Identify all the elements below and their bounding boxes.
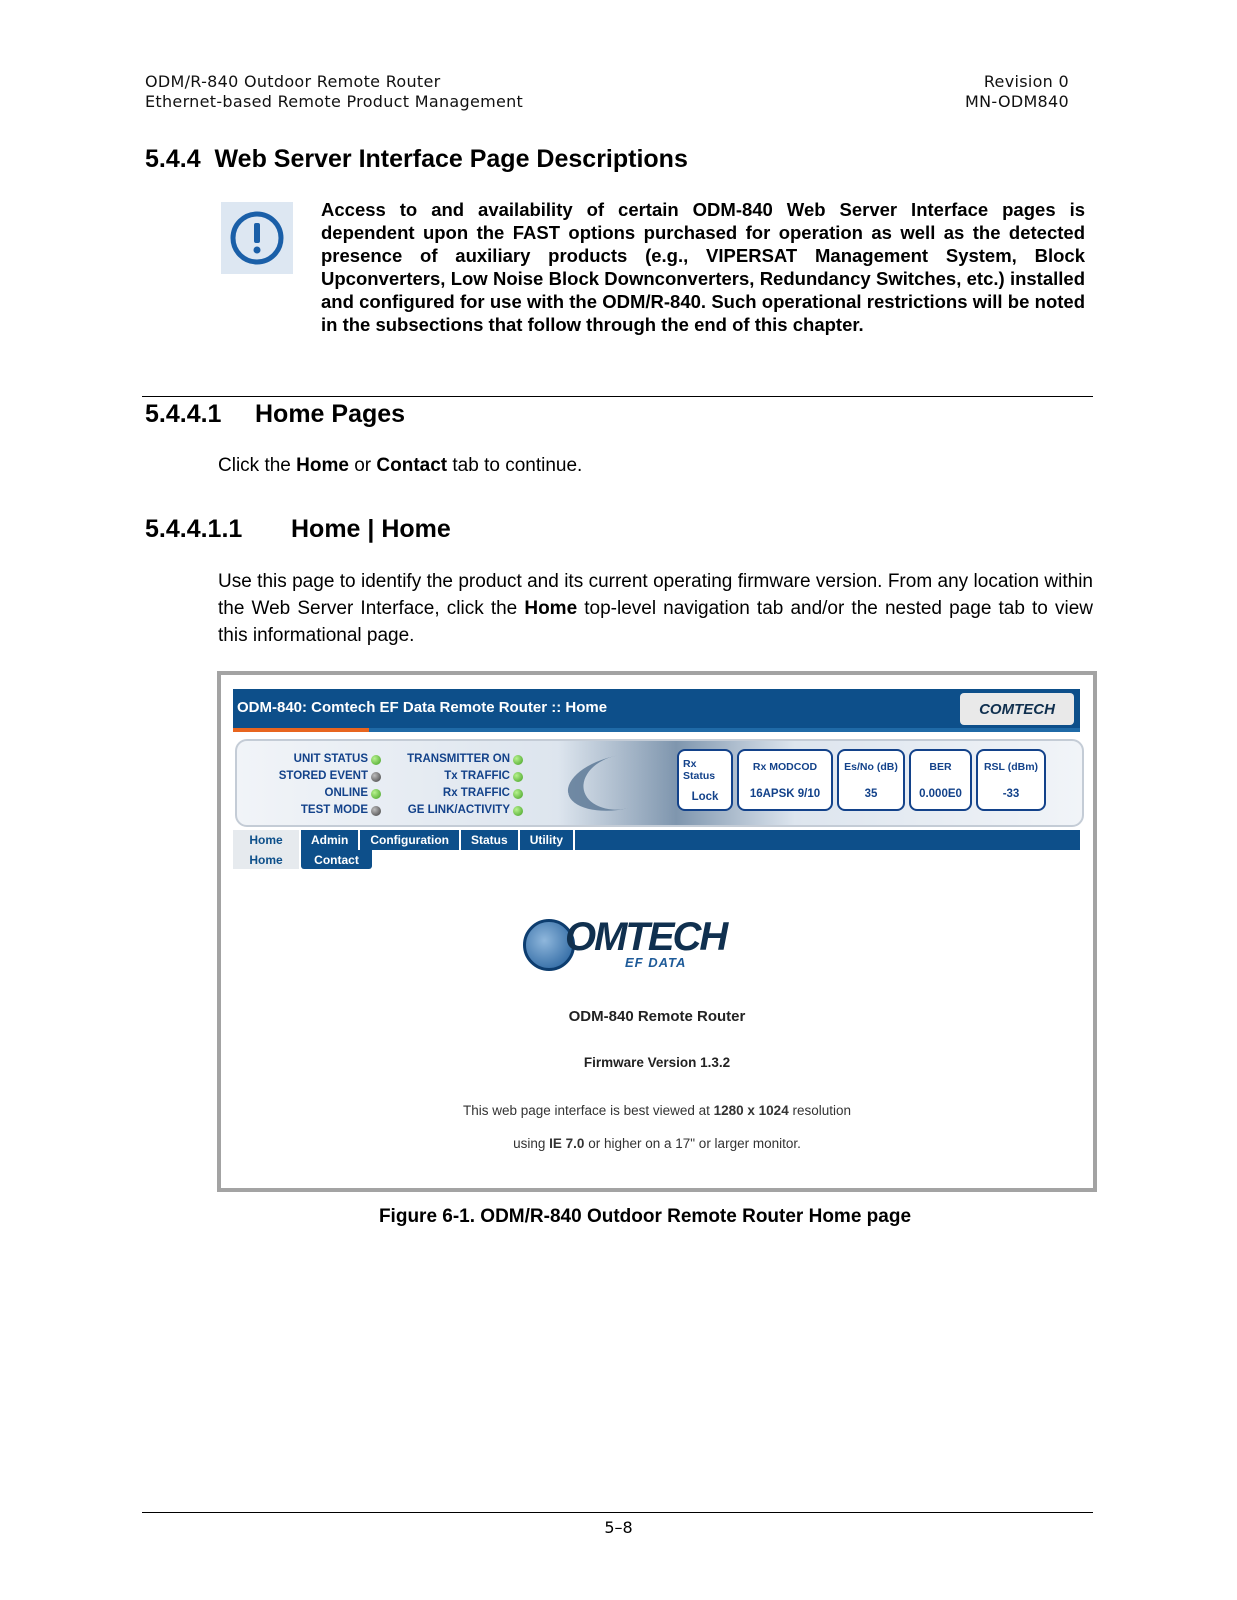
important-icon: [221, 202, 293, 274]
led-label: TEST MODE: [300, 804, 368, 816]
led-green-icon: [371, 789, 381, 799]
subtab-contact[interactable]: Contact: [301, 850, 372, 869]
tab-admin[interactable]: Admin: [301, 830, 360, 850]
subsubsection-heading: [145, 515, 451, 544]
meter-ber: [909, 749, 972, 811]
led-row-transmitter-on: [383, 751, 523, 768]
meter-value: 0.000E0: [919, 787, 962, 800]
link-meters: [677, 749, 1046, 813]
led-row-ge-link: [383, 802, 523, 819]
logo-small-text: COMTECH: [979, 700, 1055, 718]
header-revision: Revision 0: [983, 72, 1069, 91]
section-number: 5.4.4: [145, 145, 201, 173]
text-run: or higher on a 17" or larger monitor.: [584, 1136, 801, 1151]
meter-rx-status: [677, 749, 733, 811]
top-nav-tabs: [233, 830, 1080, 850]
status-leds-left: [261, 751, 381, 819]
important-note: Access to and availability of certain ODM-840 Web Server Interface pages is dependent upon the FAST options purchased for operation as well as the detected presence of auxiliary products (e.g., VIPERSAT Management System, Block Upconverters, Low Noise Block Downconverters, Redundancy Switches, etc.) installed and configured for use with the ODM/R-840. Such operational restrictions will be noted in the subsections that follow through the end of this chapter.: [321, 199, 1085, 335]
status-panel: [235, 739, 1084, 827]
window-titlebar: [233, 689, 1080, 732]
tab-status[interactable]: Status: [461, 830, 520, 850]
led-green-icon: [513, 806, 523, 816]
led-gray-icon: [371, 806, 381, 816]
led-label: GE LINK/ACTIVITY: [407, 804, 510, 816]
page-header-left: [145, 72, 523, 112]
page-number: 5–8: [604, 1518, 633, 1537]
section-divider: [142, 396, 1093, 397]
header-doc-subtitle: Ethernet-based Remote Product Management: [145, 92, 524, 111]
led-row-rx-traffic: [383, 785, 523, 802]
meter-label: Es/No (dB): [844, 760, 898, 773]
bold-browser: IE 7.0: [549, 1136, 585, 1151]
tab-utility[interactable]: Utility: [520, 830, 575, 850]
meter-value: Lock: [691, 790, 719, 803]
subsection-number: 5.4.4.1: [145, 400, 222, 428]
text-run: using: [513, 1136, 550, 1151]
led-row-test-mode: [261, 802, 381, 819]
meter-label: RSL (dBm): [983, 760, 1039, 773]
subsubsection-title: Home | Home: [291, 515, 451, 543]
led-row-unit-status: [261, 751, 381, 768]
product-name: ODM-840 Remote Router: [568, 1008, 746, 1025]
header-doc-title: ODM/R-840 Outdoor Remote Router: [145, 72, 441, 91]
text-run: Use this page to identify the product and its current operating firmware version. From any location within the Web Server Interface, click the: [218, 571, 1093, 619]
text-run: resolution: [788, 1103, 851, 1118]
led-label: UNIT STATUS: [293, 753, 368, 765]
text-run: Click the: [218, 455, 297, 476]
meter-label: Rx Status: [683, 757, 716, 782]
subtab-home[interactable]: Home: [233, 850, 299, 869]
viewing-note-line2: [221, 1136, 1093, 1151]
text-run: This web page interface is best viewed at: [462, 1103, 714, 1118]
led-label: ONLINE: [324, 787, 368, 799]
subsubsection-number: 5.4.4.1.1: [145, 515, 243, 543]
subsection-title: Home Pages: [255, 400, 406, 428]
led-label: STORED EVENT: [278, 770, 368, 782]
meter-value: 16APSK 9/10: [749, 787, 821, 800]
led-row-online: [261, 785, 381, 802]
bold-resolution: 1280 x 1024: [713, 1103, 789, 1118]
viewing-note-line1: [221, 1103, 1093, 1118]
tab-configuration[interactable]: Configuration: [360, 830, 461, 850]
text-run: tab to continue.: [447, 455, 583, 476]
footer-divider: [142, 1512, 1093, 1513]
home-page-screenshot: [217, 671, 1097, 1192]
swoosh-graphic: [563, 744, 682, 820]
led-label: Tx TRAFFIC: [444, 770, 510, 782]
led-row-tx-traffic: [383, 768, 523, 785]
text-run: top-level navigation tab and/or the nested page tab to view this informational page.: [218, 598, 1093, 646]
meter-es-no: [837, 749, 905, 811]
section-heading: [145, 145, 688, 174]
meter-rx-modcod: [737, 749, 833, 811]
led-label: TRANSMITTER ON: [407, 753, 510, 765]
meter-value: -33: [1002, 787, 1020, 800]
section-title: Web Server Interface Page Descriptions: [214, 145, 688, 173]
firmware-version: Firmware Version 1.3.2: [583, 1055, 731, 1070]
sub-nav-tabs: [233, 850, 372, 869]
text-run: or: [348, 455, 377, 476]
led-label: Rx TRAFFIC: [442, 787, 510, 799]
comtech-logo-small: [960, 693, 1074, 725]
led-green-icon: [513, 755, 523, 765]
meter-rsl: [976, 749, 1046, 811]
logo-sub: EF DATA: [625, 955, 687, 970]
led-green-icon: [513, 789, 523, 799]
home-home-paragraph: [218, 568, 1093, 649]
header-doc-number: MN-ODM840: [965, 92, 1069, 111]
logo-word: OMTECH: [565, 915, 727, 959]
bold-contact: Contact: [376, 455, 448, 476]
led-row-stored-event: [261, 768, 381, 785]
led-green-icon: [371, 755, 381, 765]
page-header-right: [965, 72, 1069, 112]
figure-caption: Figure 6-1. ODM/R-840 Outdoor Remote Router Home page: [378, 1206, 912, 1227]
bold-home: Home: [524, 598, 578, 619]
meter-value: 35: [864, 787, 878, 800]
status-leds-right: [383, 751, 523, 819]
meter-label: Rx MODCOD: [752, 760, 818, 773]
meter-label: BER: [929, 760, 952, 773]
tab-home[interactable]: Home: [233, 830, 301, 850]
bold-home: Home: [296, 455, 349, 476]
comtech-logo: [521, 915, 781, 975]
led-green-icon: [513, 772, 523, 782]
home-pages-paragraph: [218, 452, 582, 479]
subsection-heading: [145, 400, 405, 429]
window-title: ODM-840: Comtech EF Data Remote Router :: Home: [237, 699, 608, 716]
titlebar-accent: [233, 728, 369, 732]
led-gray-icon: [371, 772, 381, 782]
